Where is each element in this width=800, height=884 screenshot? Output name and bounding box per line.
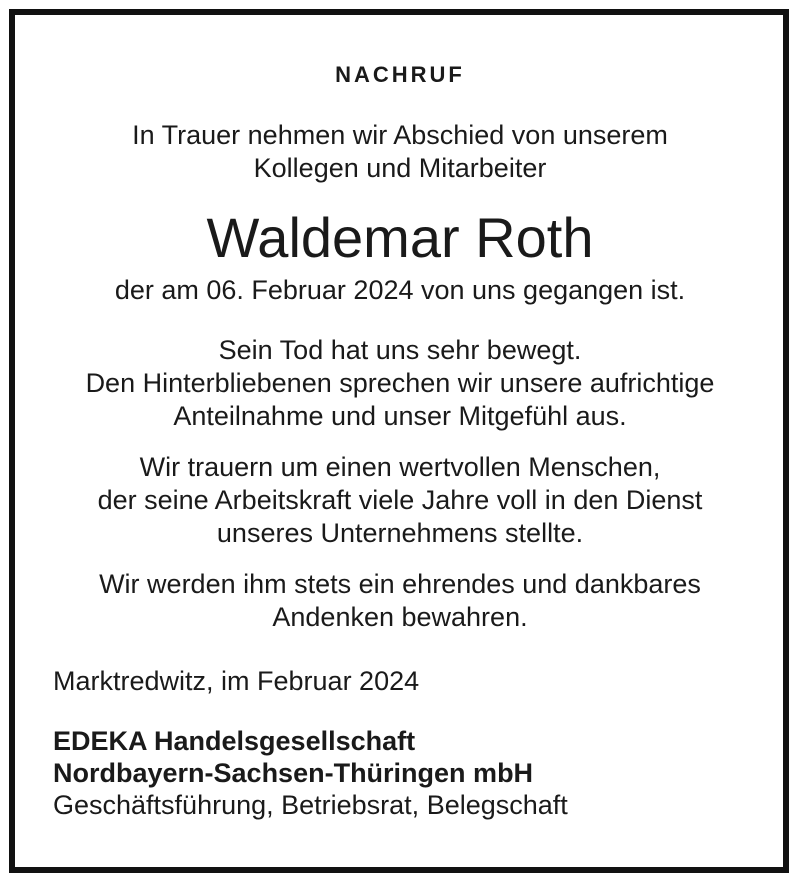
- paragraph-line: unseres Unternehmens stellte.: [216, 518, 584, 548]
- paragraph-line: Andenken bewahren.: [272, 602, 528, 632]
- death-date-line: der am 06. Februar 2024 von uns gegangen ist.: [114, 275, 686, 305]
- intro-line: Kollegen und Mitarbeiter: [253, 153, 547, 183]
- company-name-line-2: Nordbayern-Sachsen-Thüringen mbH: [53, 758, 534, 788]
- deceased-name: Waldemar Roth: [206, 206, 594, 269]
- notice-heading: NACHRUF: [335, 62, 465, 87]
- paragraph-line: Wir trauern um einen wertvollen Menschen,: [139, 452, 661, 482]
- paragraph-line: Den Hinterbliebenen sprechen wir unsere aufrichtige: [85, 368, 715, 398]
- paragraph-line: Wir werden ihm stets ein ehrendes und dankbares: [99, 569, 701, 599]
- tribute-paragraph: [0, 451, 800, 550]
- intro-text: [0, 119, 800, 185]
- condolence-paragraph: [0, 334, 800, 433]
- remembrance-paragraph: [0, 568, 800, 634]
- intro-line: In Trauer nehmen wir Abschied von unserem: [132, 120, 668, 150]
- place-date: Marktredwitz, im Februar 2024: [53, 666, 420, 696]
- paragraph-line: der seine Arbeitskraft viele Jahre voll in den Dienst: [97, 485, 703, 515]
- signatories: Geschäftsführung, Betriebsrat, Belegschaft: [53, 790, 568, 820]
- paragraph-line: Sein Tod hat uns sehr bewegt.: [218, 335, 582, 365]
- company-name-line-1: EDEKA Handelsgesellschaft: [53, 726, 416, 756]
- paragraph-line: Anteilnahme und unser Mitgefühl aus.: [173, 401, 627, 431]
- signature-block: [53, 725, 568, 821]
